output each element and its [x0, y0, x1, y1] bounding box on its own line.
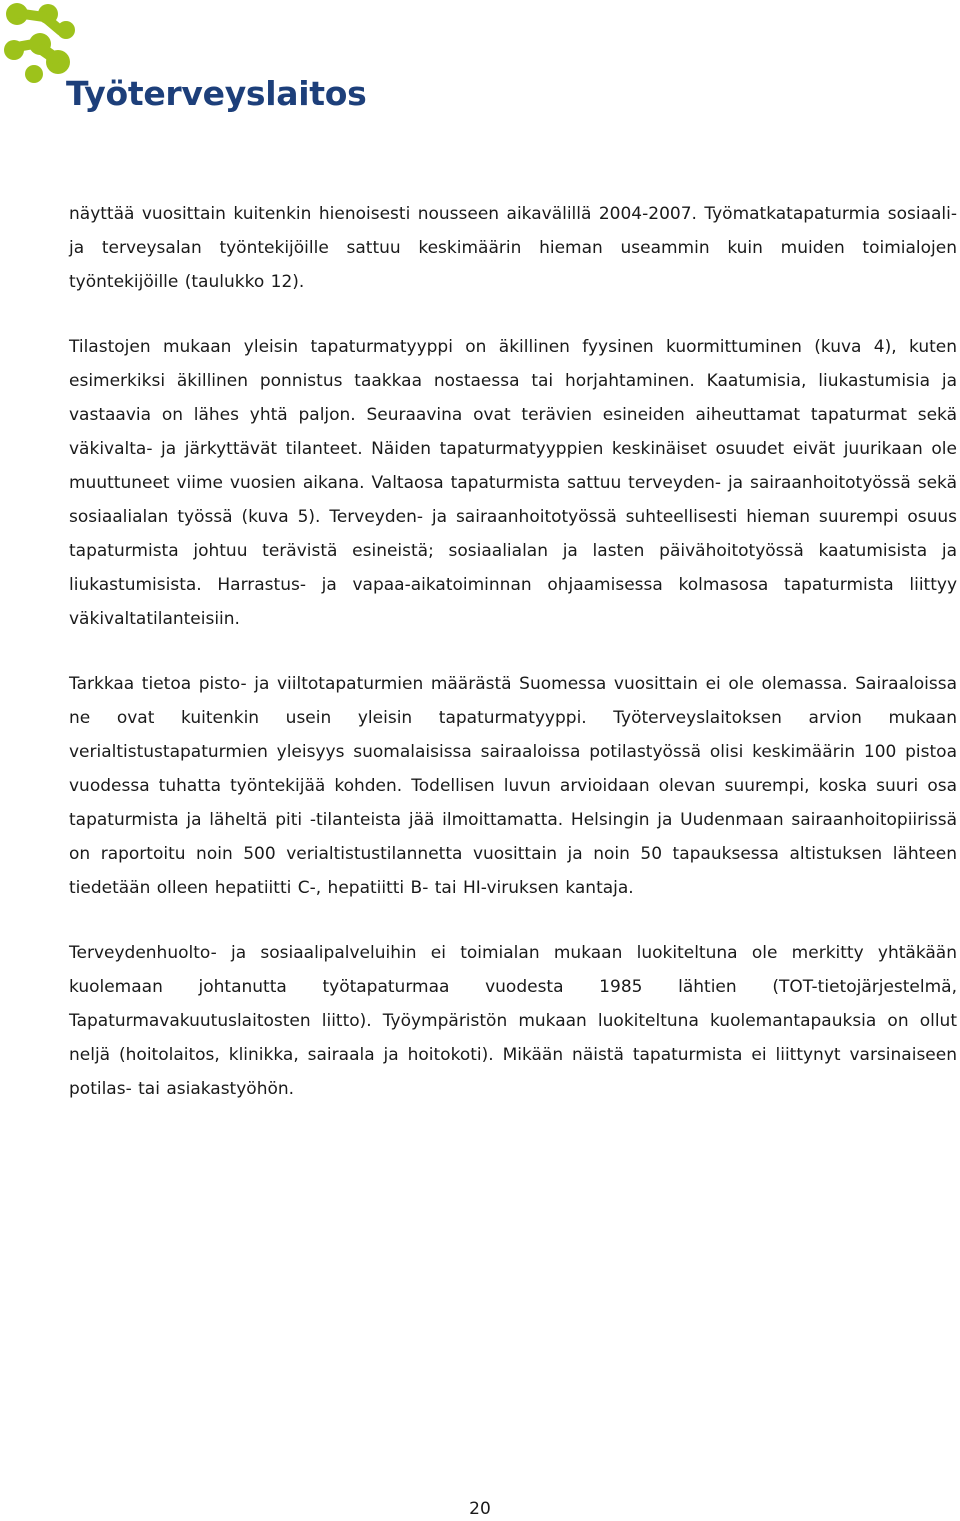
organization-logo: [0, 0, 367, 120]
document-body: [69, 197, 957, 1137]
paragraph: näyttää vuosittain kuitenkin hienoisesti nousseen aikavälillä 2004-2007. Työmatkatapaturmia sosiaali- ja terveysalan työntekijöille sattuu keskimäärin hieman useammin kuin muiden toimialojen työntekijöille (taulukko 12).: [69, 204, 957, 292]
page-number: 20: [469, 1499, 491, 1519]
logo-wordmark: Työterveyslaitos: [66, 74, 367, 113]
paragraph: Terveydenhuolto- ja sosiaalipalveluihin ei toimialan mukaan luokiteltuna ole merkitty yhtäkään kuolemaan johtanutta työtapaturmaa vuodesta 1985 lähtien (TOT-tietojärjestelmä, Tapaturmavakuutuslaitosten liitto). Työympäristön mukaan luokiteltuna kuolemantapauksia on ollut neljä (hoitolaitos, klinikka, sairaala ja hoitokoti). Mikään näistä tapaturmista ei liittynyt varsinaiseen potilas- tai asiakastyöhön.: [69, 943, 957, 1099]
paragraph: Tarkkaa tietoa pisto- ja viiltotapaturmien määrästä Suomessa vuosittain ei ole olemassa. Sairaaloissa ne ovat kuitenkin usein yleisin tapaturmatyyppi. Työterveyslaitoksen arvion mukaan verialtistustapaturmien yleisyys suomalaisissa sairaaloissa potilastyössä olisi keskimäärin 100 pistoa vuodessa tuhatta työntekijää kohden. Todellisen luvun arvioidaan olevan suurempi, koska suuri osa tapaturmista ja läheltä piti -tilanteista jää ilmoittamatta. Helsingin ja Uudenmaan sairaanhoitopiirissä on raportoitu noin 500 verialtistustilannetta vuosittain ja noin 50 tapauksessa altistuksen lähteen tiedetään olleen hepatiitti C-, hepatiitti B- tai HI-viruksen kantaja.: [69, 674, 957, 898]
paragraph: Tilastojen mukaan yleisin tapaturmatyyppi on äkillinen fyysinen kuormittuminen (kuva 4), kuten esimerkiksi äkillinen ponnistus taakkaa nostaessa tai horjahtaminen. Kaatumisia, liukastumisia ja vastaavia on lähes yhtä paljon. Seuraavina ovat terävien esineiden aiheuttamat tapaturmat sekä väkivalta- ja järkyttävät tilanteet. Näiden tapaturmatyyppien keskinäiset osuudet eivät juurikaan ole muuttuneet viime vuosien aikana. Valtaosa tapaturmista sattuu terveyden- ja sairaanhoitotyössä sekä sosiaalialan työssä (kuva 5). Terveyden- ja sairaanhoitotyössä suhteellisesti hieman suurempi osuus tapaturmista johtuu terävistä esineistä; sosiaalialan ja lasten päivähoitotyössä kaatumisista ja liukastumisista. Harrastus- ja vapaa-aikatoiminnan ohjaamisessa kolmasosa tapaturmista liittyy väkivaltatilanteisiin.: [69, 337, 957, 629]
